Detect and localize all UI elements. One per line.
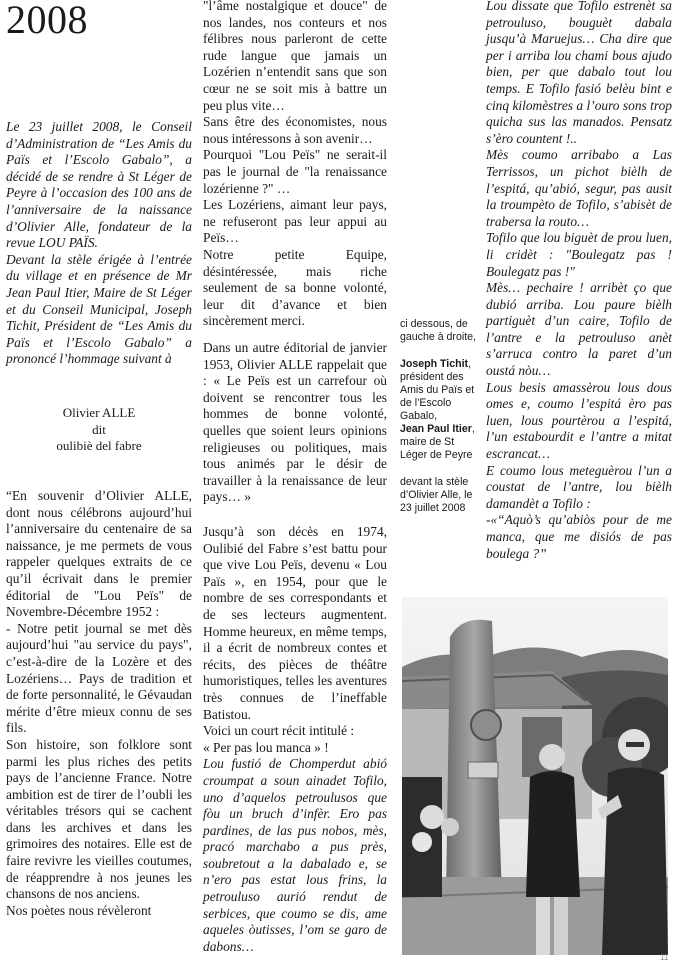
speech-text — [6, 488, 192, 919]
photo-caption — [400, 318, 476, 515]
story-paragraph: Mès… pechaire ! arribèt ço que dubió arriba. Lou paure bièlh partiguèt d’un caire, Tofilo de l’antre e la petroulusо anèt s’arruca contro la paret d’un oustá nòu… — [486, 280, 672, 379]
story-paragraph: Lou dissate que Tofilo estrenèt sa petrouluso, bouguèt dabala jusqu’à Maruejus… Cha dire que per i arriba lou chami bous ajudo bien, per que dabalo tout lou temps. E Tofilo fasió belèu bint e cinq kilomèstres a l’ouro sons trop quicha sus las manados. Pensatz s’èro countent !.. — [486, 0, 672, 146]
intro-paragraph: Devant la stèle érigée à l’entrée du village et en présence de Mr Jean Paul Itier, Maire de St Léger et du Conseil Municipal, Joseph Tichit, Président de “Les Amis du Païs et l’Escolo Gabalo” a prononcé l’hommage suivant à — [6, 251, 192, 367]
caption-person-1 — [400, 358, 476, 423]
dedication-line: oulibiè del fabre — [56, 438, 142, 453]
intro-text — [6, 119, 192, 368]
biography-paragraph: Voici un court récit intitulé : — [203, 723, 355, 739]
story-title: « Per pas lou manca » ! — [203, 739, 329, 755]
caption-role-2: , maire de St Léger de Peyre — [400, 423, 475, 461]
story-paragraph: E coumo lous meteguèrou l’un a coustat de l’antre, lou bièlh damandèt a Tofilo : — [486, 462, 672, 511]
dedication-line: dit — [92, 421, 106, 437]
story-paragraph: Lous besis amassèrou lous dous omes e, coumo l’espitá èro pas luen, lous pourtèrou a l’espitá, l’un estabourdit e l’antre a mitat escrancat… — [486, 379, 672, 462]
dedication — [6, 405, 192, 455]
caption-name-1: Joseph Tichit — [400, 358, 469, 370]
editorial-1953-paragraph: Dans un autre éditorial de janvier 1953, Olivier ALLE rappelait que : « Le Peïs est un carrefour où doivent se rencontrer tous les hommes de bonne volonté, quelles que soient leurs opinions religieuses ou politiques, mais tous animés par le désir de travailler à la renaissance de leur pays… » — [203, 340, 387, 505]
caption-role-1: , président des Amis du Païs et de l’Escolo Gabalo, — [400, 358, 475, 422]
story-paragraph: -«“Aquò’s qu’abiòs pour de me manca, que me disiós de pas boulega ?” — [486, 512, 672, 561]
caption-person-2 — [400, 423, 476, 462]
editorial-paragraph: "l’âme nostalgique et douce" de nos landes, nos conteurs et nos félibres nous parleront de cette rude langue que jamais un Lozérien n’entendit sans que son cœur ne se soit mis à battre un peu plus vite… — [203, 0, 387, 113]
editorial-paragraph: Les Lozériens, aimant leur pays, ne refuseront pas leur appui au Peïs… — [203, 197, 387, 246]
caption-location: devant la stèle d’Olivier Alle, le 23 juillet 2008 — [400, 476, 473, 514]
page-number: 11 — [660, 953, 669, 962]
speech-paragraph: - Notre petit journal se met dès aujourd’hui "au service du pays", c’est-à-dire de la Lozère et des Lozériens… Pays de tradition et de forte personnalité, le Gévaudan mérite d’être mieux connu de ses fils. — [6, 620, 192, 736]
caption-intro: ci dessous, de gauche à droite, — [400, 318, 476, 343]
biography-paragraph: Jusqu’à son décès en 1974, Oulibié del Fabre s’est battu pour que vive Lou Peïs, devenu « Lou Païs », en 1954, pour que le nombre de ses correspondants et de ses lecteurs augmentent. Homme heureux, en même temps, il a écrit de nombreux contes et récits, des pièces de théâtre humoristiques, telles les aventures très connues de l’ineffable Batistou. — [203, 524, 387, 722]
page-year-title: 2008 — [6, 0, 88, 42]
ceremony-photo — [402, 597, 668, 955]
dedication-line: Olivier ALLE — [62, 405, 136, 420]
speech-paragraph: Nos poètes nous révèleront — [6, 902, 152, 918]
story-paragraph: Tofilo que lou biguèt de prou luen, li cridèt : "Boulegatz pas ! Boulegatz pas !" — [486, 230, 672, 279]
story-paragraph: Mès coumo arribabo a Las Terrissos, un pichot bièlh de l’espitá, qu’abió, segur, pas ausit la troumpèto de Tofilo, s’abisèt de trabersa la routo… — [486, 147, 672, 229]
story-continuation — [486, 0, 672, 562]
caption-name-2: Jean Paul Itier — [400, 423, 472, 435]
editorial-1953-text — [203, 340, 387, 506]
editorial-text — [203, 0, 387, 330]
editorial-paragraph: Notre petite Equipe, désintéressée, mais riche seulement de sa bonne volonté, leur dit d’avance et bien sincèrement merci. — [203, 246, 387, 329]
story-paragraph: Lou fustió de Chomperdut abió croumpat a soun ainadet Tofilo, uno d’aquelos petroulusos que fòu un bruch d’infèr. Ero pas pardines, de las pus nobos, mès, pracó marchabo a pus près, soubretout a la dabalado e, se n’ero pas estat lous frins, la petrouluso aurió rendut de serbices, que coumo se dis, ame aqueles òutisses, l’om se garo de dabons… — [203, 756, 387, 954]
biography-text — [203, 524, 387, 955]
intro-paragraph: Le 23 juillet 2008, le Conseil d’Administration de “Les Amis du Païs et l’Escolo Gabalo”, a décidé de se rendre à St Léger de Peyre à l’occasion des 100 ans de l’anniversaire de la naissance d’Olivier Alle, fondateur de la revue LOU PAÏS. — [6, 119, 192, 251]
speech-paragraph: Son histoire, son folklore sont parmi les plus riches des petits pays de l’ancienne France. Notre ambition est de tirer de l’oubli les véritables trésors qui se cachent dans les archives et dans les grimoires des notaires. Elle est de faire revivre les vieilles coutumes, de réapprendre à nos jeunes les chansons de nos anciens. — [6, 736, 192, 902]
editorial-paragraph: Pourquoi "Lou Peïs" ne serait-il pas le journal de "la renaissance lozérienne ?" … — [203, 147, 387, 196]
editorial-paragraph: Sans être des économistes, nous nous intéressons à son avenir… — [203, 114, 387, 146]
ceremony-photo-illustration — [402, 597, 668, 955]
speech-paragraph: “En souvenir d’Olivier ALLE, dont nous célébrons aujourd’hui l’anniversaire du centenaire de sa naissance, je me permets de vous rappeler quelques extraits de ce qu’il écrivait dans le premier éditorial de "Lou Peïs" de Novembre-Décembre 1952 : — [6, 488, 192, 620]
